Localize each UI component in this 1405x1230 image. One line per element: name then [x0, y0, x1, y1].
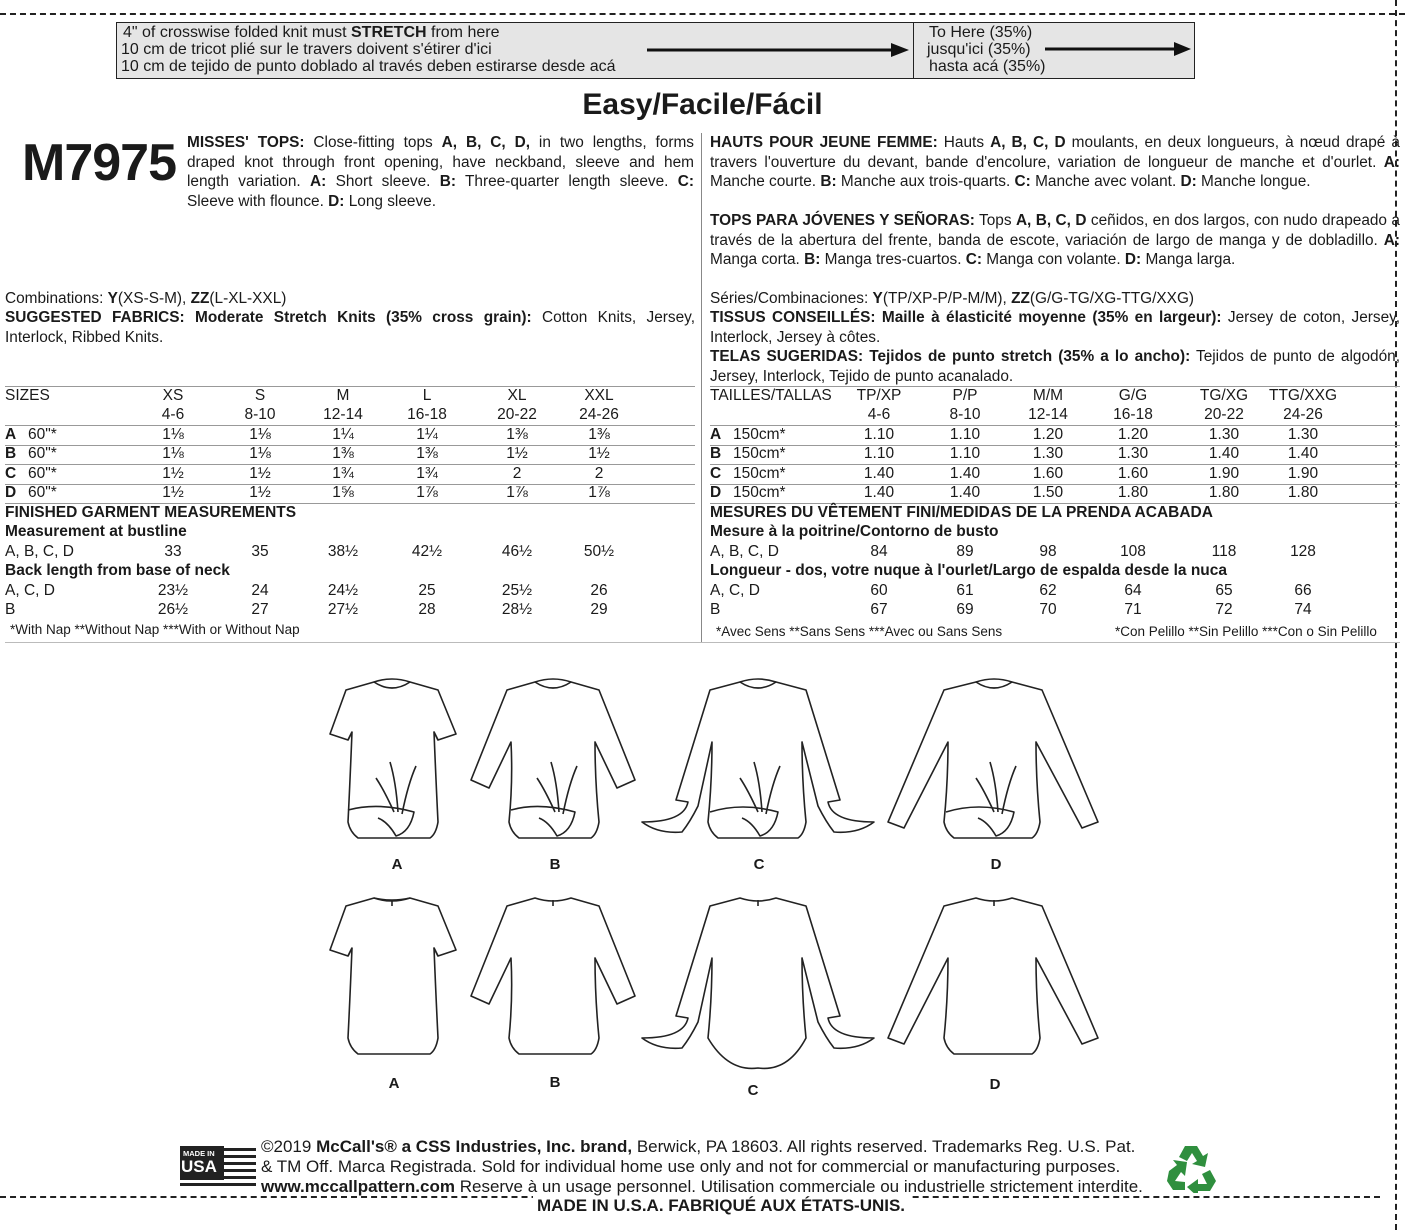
yardage-value: 1½	[588, 445, 610, 462]
view-label-back-b: B	[549, 1074, 561, 1091]
stretch-divider	[913, 23, 914, 78]
back-length-value: 66	[1294, 582, 1312, 599]
yardage-value: 1.90	[1287, 465, 1319, 482]
fabric-width: 60"*	[28, 426, 57, 443]
yardage-value: 1⅜	[416, 445, 438, 462]
back-length-value: 25	[418, 582, 436, 599]
size-header: XS	[162, 387, 184, 404]
fabric-width: 60"*	[28, 484, 57, 501]
fabrics-es: TELAS SUGERIDAS: Tejidos de punto stretch (35% a lo ancho): Tejidos de punto de algodón, Jersey, Interlock, Tejido de punto acanalado.	[710, 348, 1400, 385]
view-label-front-c: C	[753, 856, 765, 873]
size-number: 4-6	[161, 406, 185, 423]
cut-line-top	[0, 13, 1405, 15]
back-length-value: 64	[1124, 582, 1142, 599]
yardage-value: 1.10	[949, 426, 981, 443]
back-length-value: 28	[418, 601, 436, 618]
view-a-back-drawing	[318, 888, 466, 1068]
usage-line-fr: www.mccallpattern.com Reserve à un usage personnel. Utilisation commerciale ou industrielle strictement interdite.	[261, 1177, 1143, 1196]
fabric-width: 150cm*	[733, 426, 786, 443]
back-length-value: 27	[251, 601, 269, 618]
back-length-value: 26½	[157, 601, 189, 618]
fabric-width: 60"*	[28, 465, 57, 482]
size-number: 4-6	[867, 406, 891, 423]
yardage-value: 1.40	[1208, 445, 1240, 462]
description-es: TOPS PARA JÓVENES Y SEÑORAS: Tops A, B, C, D ceñidos, en dos largos, con nudo drapeado a través de la abertura del frente, banda de escote, variación de largo de manga y de dobladillo. A: Manga corta. B: Manga tres-cuartos. C: Manga con volante. D: Manga larga.	[710, 212, 1400, 269]
finished-measurements-title: FINISHED GARMENT MEASUREMENTS	[5, 504, 297, 521]
view-letter: C	[5, 465, 17, 482]
bust-value: 38½	[327, 543, 359, 560]
view-label-front-d: D	[990, 856, 1002, 873]
usage-line-en: & TM Off. Marca Registrada. Sold for individual home use only and not for commercial or manufacturing purposes.	[261, 1157, 1121, 1176]
stretch-gauge	[116, 22, 1195, 79]
size-number: 24-26	[1283, 406, 1323, 423]
yardage-value: 1⅛	[162, 445, 184, 462]
column-divider	[701, 133, 702, 643]
yardage-value: 1.40	[949, 465, 981, 482]
yardage-value: 1.60	[1032, 465, 1064, 482]
back-length-value: 24	[251, 582, 269, 599]
back-length-value: 60	[870, 582, 888, 599]
back-length-label: Back length from base of neck	[5, 562, 230, 579]
back-length-value: 25½	[501, 582, 533, 599]
to-here-es: hasta acá (35%)	[929, 58, 1046, 75]
sizes-header-fr: TAILLES/TALLAS	[710, 387, 832, 404]
back-length-value: 28½	[501, 601, 533, 618]
flag-made-in-text: MADE IN	[183, 1149, 215, 1158]
view-b-front-drawing	[467, 672, 639, 852]
bust-value: 118	[1211, 543, 1237, 560]
back-length-value: 61	[956, 582, 974, 599]
view-label-front-b: B	[549, 856, 561, 873]
bustline-label: Measurement at bustline	[5, 523, 187, 540]
description-fr: HAUTS POUR JEUNE FEMME: Hauts A, B, C, D moulants, en deux longueurs, à nœud drapé à travers l'ouverture du devant, bande d'encolure, variation de longueur de manche et d'ourlet. A: Manche courte. B: Manche aux trois-quarts. C: Manche avec volant. D: Manche longue.	[710, 134, 1400, 191]
yardage-value: 1¾	[416, 465, 438, 482]
back-views: B	[710, 601, 721, 618]
size-number: 16-18	[407, 406, 447, 423]
yardage-value: 1.80	[1117, 484, 1149, 501]
stretch-text-en: 4" of crosswise folded knit must STRETCH from here	[123, 24, 500, 41]
stretch-text-fr: 10 cm de tricot plié sur le travers doivent s'étirer d'ici	[121, 41, 492, 58]
description-en: MISSES' TOPS: Close-fitting tops A, B, C, D, in two lengths, forms draped knot through front opening, have neckband, sleeve and hem length variation. A: Short sleeve. B: Three-quarter length sleeve. C: Sleeve with flounce. D: Long sleeve.	[187, 134, 695, 210]
bust-views: A, B, C, D	[5, 543, 74, 560]
yardage-value: 1⅝	[332, 484, 354, 501]
bust-value: 33	[164, 543, 182, 560]
bust-value: 98	[1039, 543, 1057, 560]
fabric-width: 150cm*	[733, 465, 786, 482]
size-number: 20-22	[1204, 406, 1244, 423]
yardage-value: 1.10	[863, 426, 895, 443]
yardage-value: 1.40	[863, 484, 895, 501]
yardage-value: 1.80	[1287, 484, 1319, 501]
flag-usa-text: USA	[181, 1157, 217, 1176]
yardage-value: 1.40	[863, 465, 895, 482]
fabrics-en: SUGGESTED FABRICS: Moderate Stretch Knits (35% cross grain): Cotton Knits, Jersey, Interlock, Ribbed Knits.	[5, 309, 695, 346]
yardage-value: 1.90	[1208, 465, 1240, 482]
back-length-value: 62	[1039, 582, 1057, 599]
view-label-back-a: A	[388, 1075, 400, 1092]
made-in-usa-text: MADE IN U.S.A. FABRIQUÉ AUX ÉTATS-UNIS.	[533, 1196, 909, 1216]
back-length-value: 71	[1124, 601, 1142, 618]
back-length-value: 24½	[327, 582, 359, 599]
copyright-line: ©2019 McCall's® a CSS Industries, Inc. brand, Berwick, PA 18603. All rights reserved. Trademarks Reg. U.S. Pat.	[261, 1137, 1136, 1156]
stretch-text-es: 10 cm de tejido de punto doblado al través deben estirarse desde acá	[121, 58, 616, 75]
yardage-value: 1.60	[1117, 465, 1149, 482]
bust-value: 42½	[411, 543, 443, 560]
view-letter: C	[710, 465, 722, 482]
back-views: B	[5, 601, 16, 618]
combinations-en: Combinations: Y(XS-S-M), ZZ(L-XL-XXL)	[5, 290, 287, 307]
to-here-fr: jusqu'ici (35%)	[927, 41, 1031, 58]
back-length-value: 74	[1294, 601, 1312, 618]
yardage-value: 1.30	[1208, 426, 1240, 443]
size-header: XXL	[584, 387, 614, 404]
view-d-front-drawing	[880, 672, 1106, 852]
nap-footnote-fr: *Avec Sens **Sans Sens ***Avec ou Sans Sens	[716, 624, 1003, 639]
size-header: TG/XG	[1199, 387, 1249, 404]
view-letter: A	[5, 426, 17, 443]
sizes-header: SIZES	[5, 387, 50, 404]
section-rule	[5, 642, 1400, 643]
view-label-back-d: D	[989, 1076, 1001, 1093]
finished-measurements-title-fr: MESURES DU VÊTEMENT FINI/MEDIDAS DE LA PRENDA ACABADA	[710, 504, 1213, 521]
website-link[interactable]: www.mccallpattern.com	[261, 1177, 455, 1196]
back-length-value: 70	[1039, 601, 1057, 618]
yardage-value: 1⅛	[162, 426, 184, 443]
fabric-width: 60"*	[28, 445, 57, 462]
yardage-value: 1⅜	[332, 445, 354, 462]
view-label-front-a: A	[391, 856, 403, 873]
yardage-value: 1⅜	[506, 426, 528, 443]
bust-value: 35	[251, 543, 269, 560]
fabrics-fr: TISSUS CONSEILLÉS: Maille à élasticité moyenne (35% en largeur): Jersey de coton, Jersey, Interlock, Jersey à côtes.	[710, 309, 1400, 346]
view-letter: A	[710, 426, 722, 443]
yardage-value: 1⅞	[506, 484, 528, 501]
yardage-value: 1.40	[1287, 445, 1319, 462]
size-number: 12-14	[323, 406, 363, 423]
yardage-value: 1.40	[949, 484, 981, 501]
fabric-width: 150cm*	[733, 445, 786, 462]
yardage-value: 1¼	[332, 426, 354, 443]
yardage-value: 1¼	[416, 426, 438, 443]
yardage-value: 1.50	[1032, 484, 1064, 501]
combinations-fr: Séries/Combinaciones: Y(TP/XP-P/P-M/M), ZZ(G/G-TG/XG-TTG/XXG)	[710, 290, 1195, 307]
size-header: TTG/XXG	[1268, 387, 1338, 404]
size-header: L	[422, 387, 432, 404]
bust-value: 89	[956, 543, 974, 560]
view-a-front-drawing	[318, 672, 466, 852]
bust-views-fr: A, B, C, D	[710, 543, 779, 560]
yardage-value: 1½	[162, 465, 184, 482]
yardage-value: 1⅜	[588, 426, 610, 443]
view-letter: B	[5, 445, 17, 462]
bust-value: 50½	[583, 543, 615, 560]
yardage-value: 1.10	[949, 445, 981, 462]
size-number: 8-10	[244, 406, 276, 423]
size-number: 20-22	[497, 406, 537, 423]
back-length-value: 23½	[157, 582, 189, 599]
yardage-value: 1½	[162, 484, 184, 501]
view-letter: B	[710, 445, 722, 462]
yardage-value: 1.30	[1117, 445, 1149, 462]
to-here-arrow-icon	[1045, 42, 1191, 56]
difficulty-label: Easy/Facile/Fácil	[582, 88, 823, 121]
size-number: 8-10	[949, 406, 981, 423]
yardage-value: 1⅞	[588, 484, 610, 501]
yardage-value: 1⅞	[416, 484, 438, 501]
back-length-value: 72	[1215, 601, 1233, 618]
view-b-back-drawing	[467, 888, 639, 1068]
back-length-value: 29	[590, 601, 608, 618]
back-length-value: 69	[956, 601, 974, 618]
yardage-value: 1.20	[1032, 426, 1064, 443]
back-length-value: 26	[590, 582, 608, 599]
back-views: A, C, D	[710, 582, 760, 599]
stretch-arrow-icon	[647, 43, 909, 57]
yardage-value: 1.30	[1287, 426, 1319, 443]
back-length-value: 27½	[327, 601, 359, 618]
view-c-back-drawing	[638, 888, 878, 1078]
size-number: 24-26	[579, 406, 619, 423]
size-header: G/G	[1118, 387, 1148, 404]
view-d-back-drawing	[880, 888, 1106, 1068]
yardage-value: 1½	[506, 445, 528, 462]
nap-footnote-es: *Con Pelillo **Sin Pelillo ***Con o Sin Pelillo	[1115, 624, 1377, 639]
recycle-icon	[1165, 1143, 1217, 1193]
bustline-label-fr: Mesure à la poitrine/Contorno de busto	[710, 523, 999, 540]
size-header: TP/XP	[856, 387, 902, 404]
yardage-value: 1⅛	[249, 426, 271, 443]
yardage-value: 1⅛	[249, 445, 271, 462]
nap-footnote: *With Nap **Without Nap ***With or Without Nap	[10, 622, 300, 637]
yardage-value: 1½	[249, 465, 271, 482]
size-header: M	[336, 387, 350, 404]
size-header: S	[254, 387, 266, 404]
yardage-value: 1.20	[1117, 426, 1149, 443]
made-in-usa-flag-logo	[180, 1146, 256, 1192]
view-letter: D	[5, 484, 17, 501]
size-header: XL	[507, 387, 527, 404]
yardage-value: 2	[512, 465, 522, 482]
back-length-value: 67	[870, 601, 888, 618]
fabric-width: 150cm*	[733, 484, 786, 501]
bust-value: 128	[1290, 543, 1316, 560]
yardage-value: 1.30	[1032, 445, 1064, 462]
bust-value: 84	[870, 543, 888, 560]
yardage-value: 1½	[249, 484, 271, 501]
size-number: 12-14	[1028, 406, 1068, 423]
back-length-value: 65	[1215, 582, 1233, 599]
yardage-value: 2	[594, 465, 604, 482]
size-header: P/P	[952, 387, 978, 404]
bust-value: 46½	[501, 543, 533, 560]
view-letter: D	[710, 484, 722, 501]
yardage-value: 1.80	[1208, 484, 1240, 501]
back-views: A, C, D	[5, 582, 55, 599]
pattern-number: M7975	[22, 134, 176, 192]
view-label-back-c: C	[747, 1082, 759, 1099]
bust-value: 108	[1120, 543, 1146, 560]
yardage-value: 1.10	[863, 445, 895, 462]
size-header: M/M	[1032, 387, 1064, 404]
back-length-label-fr: Longueur - dos, votre nuque à l'ourlet/Largo de espalda desde la nuca	[710, 562, 1227, 579]
size-number: 16-18	[1113, 406, 1153, 423]
to-here-en: To Here (35%)	[929, 24, 1033, 41]
view-c-front-drawing	[638, 672, 878, 852]
yardage-value: 1¾	[332, 465, 354, 482]
